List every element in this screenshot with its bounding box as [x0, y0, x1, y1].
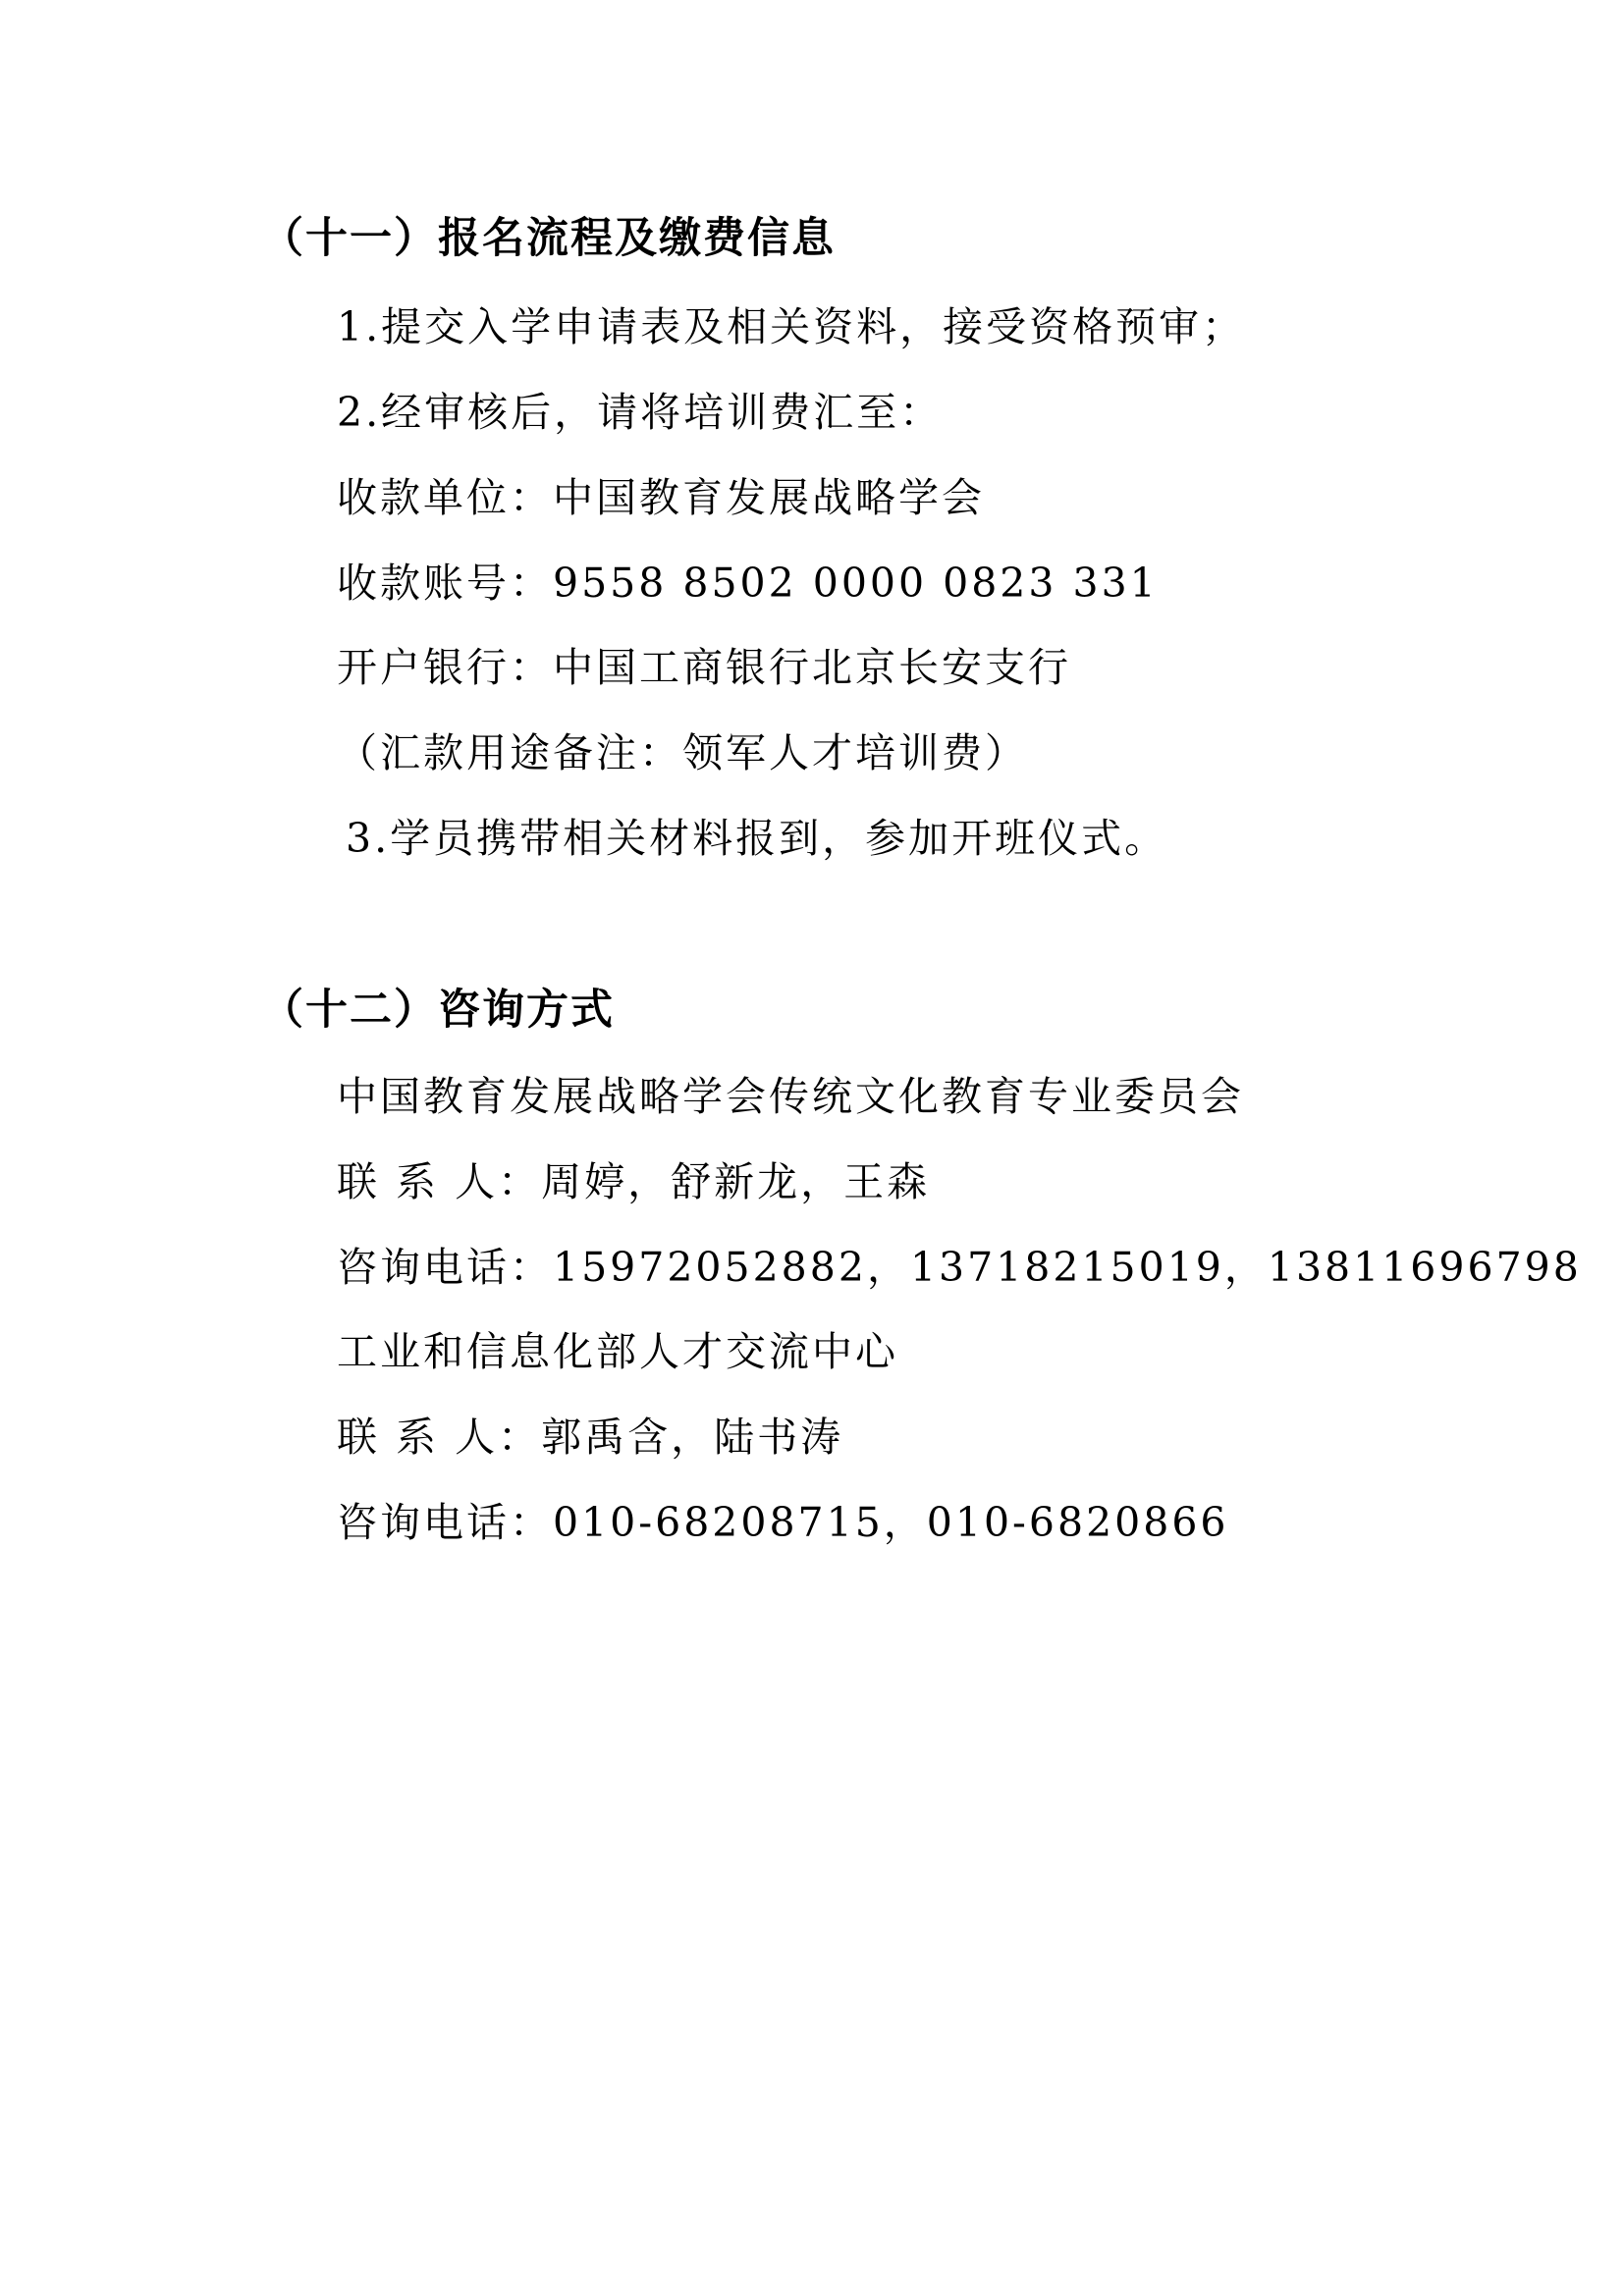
account-number-line: 收款账号：9558 8502 0000 0823 331 — [337, 560, 1159, 607]
registration-step-2: 2.经审核后，请将培训费汇至： — [337, 389, 944, 436]
phone-numbers-2: 咨询电话：010-68208715，010-6820866 — [337, 1499, 1229, 1546]
contact-persons-1: 联 系 人：周婷，舒新龙，王森 — [337, 1158, 931, 1205]
organization-2: 工业和信息化部人才交流中心 — [337, 1328, 898, 1375]
organization-1: 中国教育发展战略学会传统文化教育专业委员会 — [337, 1073, 1244, 1120]
bank-line: 开户银行：中国工商银行北京长安支行 — [337, 644, 1071, 691]
contact-persons-2: 联 系 人：郭禹含，陆书涛 — [337, 1414, 844, 1461]
phone-numbers-1: 咨询电话：15972052882，13718215019，13811696798 — [337, 1244, 1582, 1291]
section-12-heading: （十二）咨询方式 — [261, 986, 615, 1035]
section-11-heading: （十一）报名流程及缴费信息 — [261, 214, 836, 263]
registration-step-1: 1.提交入学申请表及相关资料，接受资格预审； — [337, 303, 1246, 350]
remittance-remark: （汇款用途备注：领军人才培训费） — [337, 729, 1028, 776]
payee-line: 收款单位：中国教育发展战略学会 — [337, 474, 985, 521]
registration-step-3: 3.学员携带相关材料报到，参加开班仪式。 — [346, 815, 1168, 862]
